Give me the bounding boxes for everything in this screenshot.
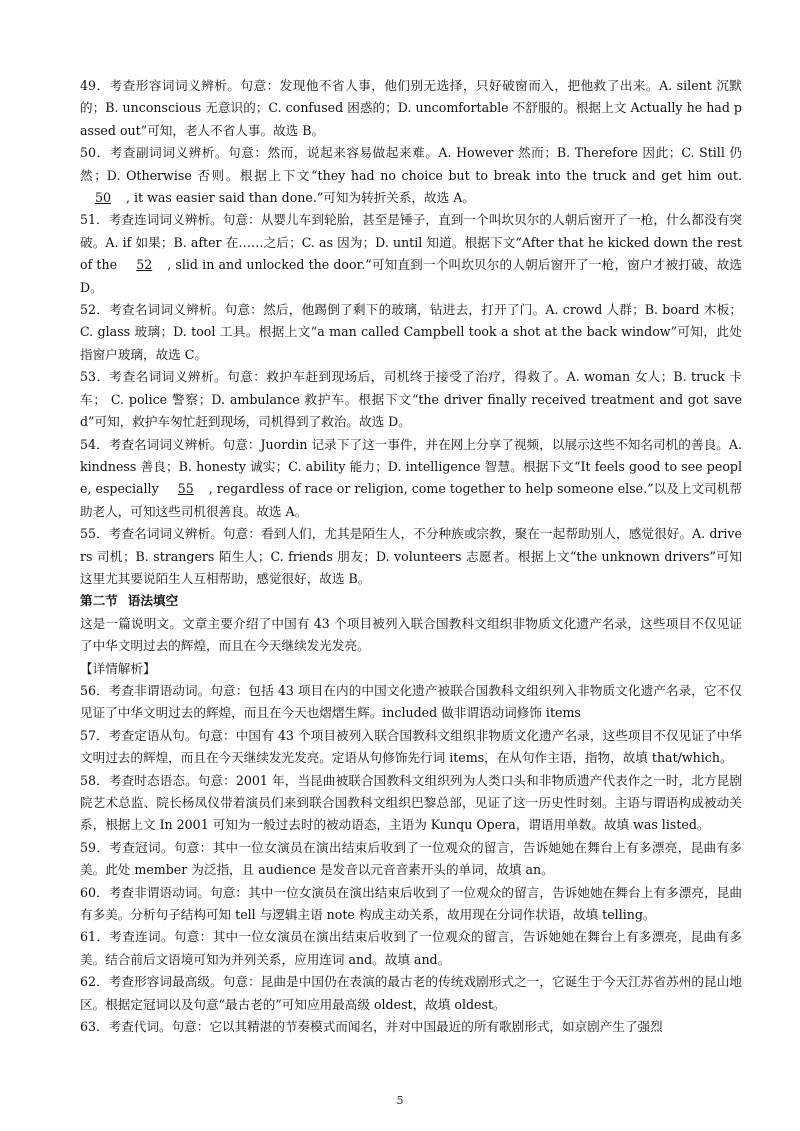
section-title: 语法填空 — [127, 593, 179, 609]
answer-text: , regardless of race or religion, come together to help someone else.”以及上文司机帮助老人，可知这些司机很善良。故选 A。 — [80, 481, 742, 519]
answer-item-53: 53．考查名词词义辨析。句意：救护车赶到现场后，司机终于接受了治疗，得救了。A. woman 女人；B. truck 卡车； C. police 警察；D. ambulance 救护车。根据下文“the driver finally received treatment and got saved”可知，救护车匆忙赶到现场，司机得到了救治。故选 D。 — [80, 369, 742, 430]
blank-number: 52 — [136, 257, 153, 273]
answer-text: 51．考查连词词义辨析。句意：从婴儿车到轮胎，甚至是锤子，直到一个叫坎贝尔的人朝后窗开了一枪，什么都没有突破。A. if 如果；B. after 在……之后；C. as 因为；D. until 知道。根据下文“After that he kicked down the rest of the — [80, 212, 742, 273]
answer-text: , slid in and unlocked the door.”可知直到一个叫坎贝尔的人朝后窗开了一枪，窗户才被打破，故选 D。 — [80, 257, 742, 295]
answer-text: , it was easier said than done.”可知为转折关系，故选 A。 — [126, 190, 475, 206]
answer-item-58: 58．考查时态语态。句意：2001 年，当昆曲被联合国教科文组织列为人类口头和非物质遗产代表作之一时，北方昆剧院艺术总监、院长杨凤仪带着演员们来到联合国教科文组织巴黎总部，见证了这一历史性时刻。主语与谓语构成被动关系，根据上文 In 2001 可知为一般过去时的被动语态，主语为 Kunqu Opera，谓语用单数。故填 was listed。 — [80, 772, 742, 833]
answer-item-54 — [80, 434, 742, 524]
section-intro: 这是一篇说明文。文章主要介绍了中国有 43 个项目被列入联合国教科文组织非物质文化遗产名录，这些项目不仅见证了中华文明过去的辉煌，而且在今天继续发光发亮。 — [80, 615, 742, 654]
answer-item-61: 61．考查连词。句意：其中一位女演员在演出结束后收到了一位观众的留言，告诉她她在舞台上有多漂亮，昆曲有多美。结合前后文语境可知为并列关系，应用连词 and。故填 and。 — [80, 929, 742, 967]
answer-item-59: 59．考查冠词。句意：其中一位女演员在演出结束后收到了一位观众的留言，告诉她她在舞台上有多漂亮，昆曲有多美。此处 member 为泛指，且 audience 是发音以元音音素开头的单词，故填 an。 — [80, 839, 742, 878]
answer-item-55: 55．考查名词词义辨析。句意：看到人们，尤其是陌生人，不分种族或宗教，聚在一起帮助别人，感觉很好。A. drivers 司机；B. strangers 陌生人；C. friends 朋友；D. volunteers 志愿者。根据上文“the unknown drivers”可知这里尤其要说陌生人互相帮助，感觉很好，故选 B。 — [80, 526, 742, 586]
section-heading — [80, 590, 742, 612]
answer-item-50 — [80, 142, 742, 209]
answer-item-51 — [80, 209, 742, 299]
blank-number: 50 — [94, 190, 112, 206]
answer-item-60: 60．考查非谓语动词。句意：其中一位女演员在演出结束后收到了一位观众的留言，告诉她她在舞台上有多漂亮，昆曲有多美。分析句子结构可知 tell 与逻辑主语 note 构成主动关系，故用现在分词作状语，故填 telling。 — [80, 884, 742, 923]
answer-item-52: 52．考查名词词义辨析。句意：然后，他踢倒了剩下的玻璃，钻进去，打开了门。A. crowd 人群；B. board 木板；C. glass 玻璃；D. tool 工具。根据上文“a man called Campbell took a shot at the back window”可知，此处指窗户玻璃，故选 C。 — [80, 302, 742, 362]
page-number: 5 — [396, 1094, 404, 1107]
answer-item-62: 62．考查形容词最高级。句意：昆曲是中国仍在表演的最古老的传统戏剧形式之一，它诞生于今天江苏省苏州的昆山地区。根据定冠词以及句意“最古老的”可知应用最高级 oldest，故填 oldest。 — [80, 974, 742, 1012]
answer-item-56: 56．考查非谓语动词。句意：包括 43 项目在内的中国文化遗产被联合国教科文组织列入非物质文化遗产名录，它不仅见证了中华文明过去的辉煌，而且在今天也熠熠生辉。included 做非谓语动词修饰 items — [80, 682, 742, 721]
answer-text: 50．考查副词词义辨析。句意：然而，说起来容易做起来难。A. However 然而；B. Therefore 因此；C. Still 仍然；D. Otherwise 否则。根据上下文“they had no choice but to break into the truck and get him out. — [80, 145, 742, 183]
blank-number: 55 — [177, 481, 194, 497]
answer-item-63: 63．考查代词。句意：它以其精湛的节奏模式而闻名，并对中国最近的所有歌剧形式，如京剧产生了强烈 — [80, 1019, 663, 1035]
section-number: 第二节 — [80, 593, 118, 609]
answer-item-49: 49．考查形容词词义辨析。句意：发现他不省人事，他们别无选择，只好破窗而入，把他救了出来。A. silent 沉默的；B. unconscious 无意识的；C. confused 困惑的；D. uncomfortable 不舒服的。根据上文 Actually he had passed out”可知，老人不省人事。故选 B。 — [80, 78, 742, 138]
detail-heading: 【详情解析】 — [80, 660, 156, 676]
answer-text: 54．考查名词词义辨析。句意：Juordin 记录下了这一事件，并在网上分享了视频，以展示这些不知名司机的善良。A. kindness 善良；B. honesty 诚实；C. ability 能力；D. intelligence 智慧。根据下文“It feels good to see people, especially — [80, 436, 742, 497]
answer-item-57: 57．考查定语从句。句意：中国有 43 个项目被列入联合国教科文组织非物质文化遗产名录，这些项目不仅见证了中华文明过去的辉煌，而且在今天继续发光发亮。定语从句修饰先行词 items，在从句作主语，指物，故填 that/which。 — [80, 727, 742, 766]
